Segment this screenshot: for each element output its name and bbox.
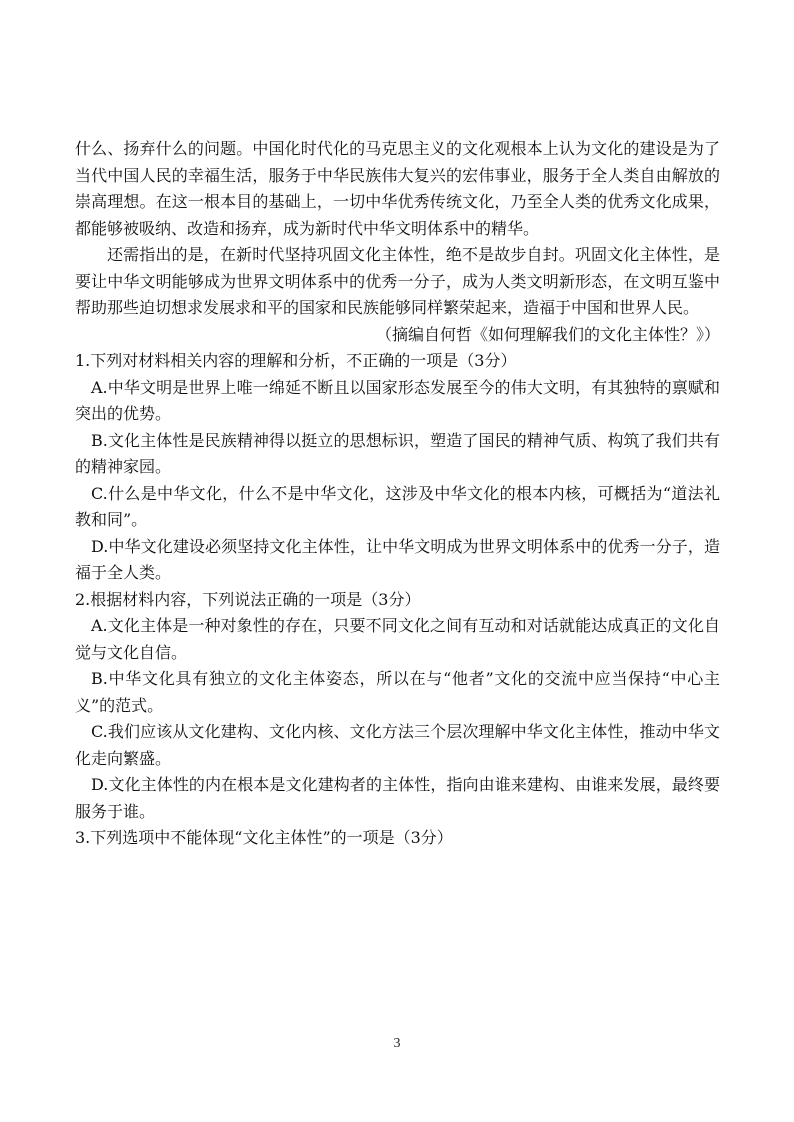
option-b: B.中华文化具有独立的文化主体姿态，所以在与“他者”文化的交流中应当保持“中心主义”的范式。 xyxy=(75,669,720,715)
question-1 xyxy=(75,348,720,587)
document-body xyxy=(75,136,720,852)
option-a: A.中华文明是世界上唯一绵延不断且以国家形态发展至今的伟大文明，有其独特的禀赋和突出的优势。 xyxy=(75,377,720,423)
page-number: 3 xyxy=(393,1036,401,1051)
passage-paragraph-2: 还需指出的是，在新时代坚持巩固文化主体性，绝不是故步自封。巩固文化主体性，是要让中华文明能够成为世界文明体系中的优秀一分子，成为人类文明新形态，在文明互鉴中帮助那些迫切想求发展求和平的国家和民族能够同样繁荣起来，造福于中国和世界人民。 xyxy=(75,245,720,317)
passage-source: （摘编自何哲《如何理解我们的文化主体性？》） xyxy=(375,324,720,344)
passage-paragraph-1: 什么、扬弃什么的问题。中国化时代化的马克思主义的文化观根本上认为文化的建设是为了当代中国人民的幸福生活，服务于中华民族伟大复兴的宏伟事业，服务于全人类自由解放的崇高理想。在这一根本目的基础上，一切中华优秀传统文化，乃至全人类的优秀文化成果，都能够被吸纳、改造和扬弃，成为新时代中华文明体系中的精华。 xyxy=(75,139,720,238)
option-d: D.中华文化建设必须坚持文化主体性，让中华文明成为世界文明体系中的优秀一分子，造福于全人类。 xyxy=(75,536,720,582)
option-c: C.我们应该从文化建构、文化内核、文化方法三个层次理解中华文化主体性，推动中华文化走向繁盛。 xyxy=(75,722,720,768)
option-d: D.文化主体性的内在根本是文化建构者的主体性，指向由谁来建构、由谁来发展，最终要服务于谁。 xyxy=(75,775,720,821)
question-stem: 3.下列选项中不能体现“文化主体性”的一项是（3分） xyxy=(75,828,453,847)
question-stem: 2.根据材料内容，下列说法正确的一项是（3分） xyxy=(75,589,421,609)
option-c: C.什么是中华文化，什么不是中华文化，这涉及中华文化的根本内核，可概括为“道法礼教和同”。 xyxy=(75,483,720,529)
option-a: A.文化主体是一种对象性的存在，只要不同文化之间有互动和对话就能达成真正的文化自觉与文化自信。 xyxy=(75,616,720,662)
option-b: B.文化主体性是民族精神得以挺立的思想标识，塑造了国民的精神气质、构筑了我们共有的精神家园。 xyxy=(75,430,720,476)
question-3 xyxy=(75,825,720,852)
question-2 xyxy=(75,587,720,826)
question-stem: 1.下列对材料相关内容的理解和分析，不正确的一项是（3分） xyxy=(75,351,517,370)
